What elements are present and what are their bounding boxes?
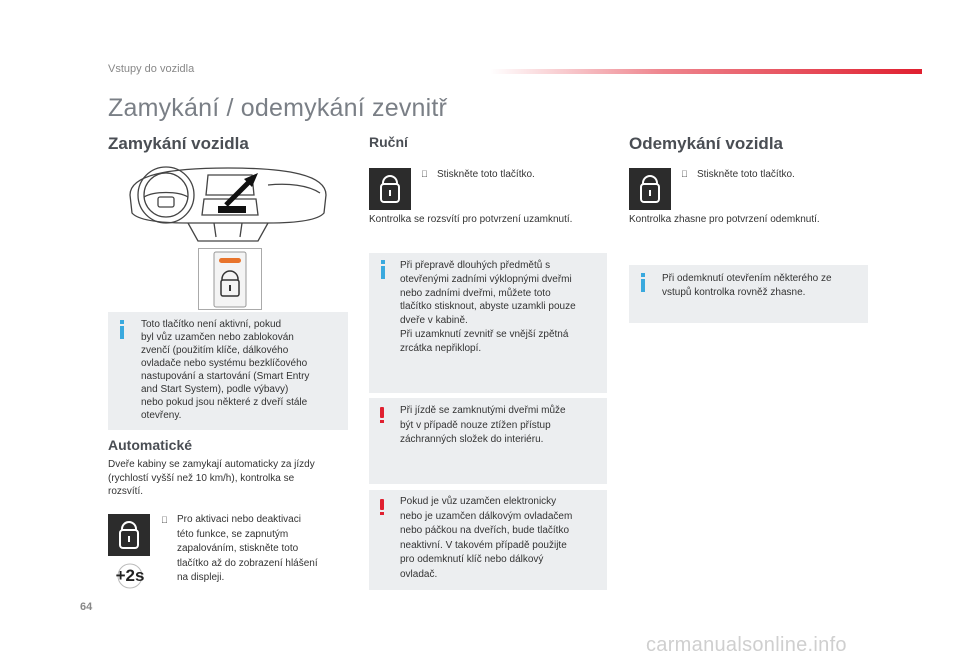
text-line: dveře v kabině. <box>400 315 468 327</box>
text-line: byl vůz uzamčen nebo zablokován <box>141 332 294 343</box>
text-line: Při odemknutí otevřením některého ze <box>662 273 832 284</box>
text-line: této funkce, se zapnutým <box>177 528 289 540</box>
text-line: and Start System), podle výbavy) <box>141 384 289 395</box>
text-line: nebo páčkou na dveřích, bude tlačítko <box>400 525 570 536</box>
info-box-unlock <box>629 265 868 323</box>
text-line: tlačítko až do zobrazení hlášení <box>177 557 318 569</box>
text-line: tlačítko stisknout, abyste uzamkli pouze <box>400 301 576 313</box>
text-line: rozsvítí. <box>108 486 144 497</box>
manual-instruction: Stiskněte toto tlačítko. <box>437 169 535 180</box>
text-line: nastupování a startování (Smart Entry <box>141 371 310 382</box>
lock-button-panel <box>198 248 262 310</box>
dashboard-illustration <box>128 165 328 243</box>
hold-label: +2s <box>115 566 145 585</box>
warning-icon <box>379 407 385 423</box>
unlocking-note: Kontrolka zhasne pro potvrzení odemknutí. <box>629 214 820 225</box>
bullet-glyph <box>161 515 168 525</box>
info-box-inactive <box>108 312 348 430</box>
unlocking-heading: Odemykání vozidla <box>629 134 783 153</box>
unlocking-instruction: Stiskněte toto tlačítko. <box>697 169 795 180</box>
text-line: ovladač. <box>400 568 438 580</box>
watermark: carmanualsonline.info <box>646 634 847 656</box>
manual-note: Kontrolka se rozsvítí pro potvrzení uzamknutí. <box>369 214 573 225</box>
header-accent-line <box>490 69 922 74</box>
bullet-glyph <box>681 169 688 179</box>
text-line: zrcátka nepřiklopí. <box>400 342 482 354</box>
text-line: ovladače nebo systému bezklíčového <box>141 358 308 369</box>
automatic-heading: Automatické <box>108 437 193 453</box>
text-line: nebo pokud jsou některé z dveří stále <box>141 397 308 408</box>
text-line: (rychlostí vyšší než 10 km/h), kontrolka se <box>108 472 295 484</box>
chapter-title: Vstupy do vozidla <box>108 63 195 75</box>
text-line: Pokud je vůz uzamčen elektronicky <box>400 496 557 507</box>
lock-button-icon <box>629 168 671 210</box>
warning-icon <box>379 499 385 515</box>
text-line: Pro aktivaci nebo deaktivaci <box>177 514 301 525</box>
info-icon <box>120 320 124 339</box>
text-line: Při přepravě dlouhých předmětů s <box>400 260 551 271</box>
text-line: neaktivní. V takovém případě použijte <box>400 539 567 551</box>
text-line: zvenčí (použitím klíče, dálkového <box>141 345 289 356</box>
lock-button-icon <box>108 514 150 556</box>
lock-button-icon <box>369 168 411 210</box>
hold-2s-icon <box>111 563 149 589</box>
text-line: na displeji. <box>177 572 225 583</box>
info-icon <box>641 273 645 292</box>
bullet-glyph <box>421 169 428 179</box>
text-line: vstupů kontrolka rovněž zhasne. <box>662 287 806 298</box>
text-line: otevřeny. <box>141 410 182 421</box>
manual-heading: Ruční <box>369 134 408 150</box>
text-line: Při uzamknutí zevnitř se vnější zpětná <box>400 328 569 340</box>
text-line: zapalováním, stiskněte toto <box>177 543 299 554</box>
automatic-description <box>108 458 353 499</box>
page-title: Zamykání / odemykání zevnitř <box>108 94 448 122</box>
text-line: nebo zadními dveřmi, můžete toto <box>400 287 551 299</box>
page-number: 64 <box>80 601 93 613</box>
text-line: Dveře kabiny se zamykají automaticky za jízdy <box>108 459 315 470</box>
text-line: záchranných složek do interiéru. <box>400 434 544 445</box>
text-line: nebo je uzamčen dálkovým ovladačem <box>400 510 573 522</box>
warning-box-emergency <box>369 398 607 484</box>
automatic-instruction <box>177 513 347 586</box>
text-line: Při jízdě se zamknutými dveřmi může <box>400 405 566 416</box>
locking-heading: Zamykání vozidla <box>108 134 249 153</box>
text-line: být v případě nouze ztížen přístup <box>400 419 551 431</box>
text-line: otevřenými zadními výklopnými dveřmi <box>400 273 572 285</box>
info-icon <box>381 260 385 279</box>
info-box-long-objects <box>369 253 607 393</box>
text-line: Toto tlačítko není aktivní, pokud <box>141 319 282 330</box>
text-line: pro odemknutí klíč nebo dálkový <box>400 554 544 565</box>
warning-box-electronic-lock <box>369 490 607 590</box>
